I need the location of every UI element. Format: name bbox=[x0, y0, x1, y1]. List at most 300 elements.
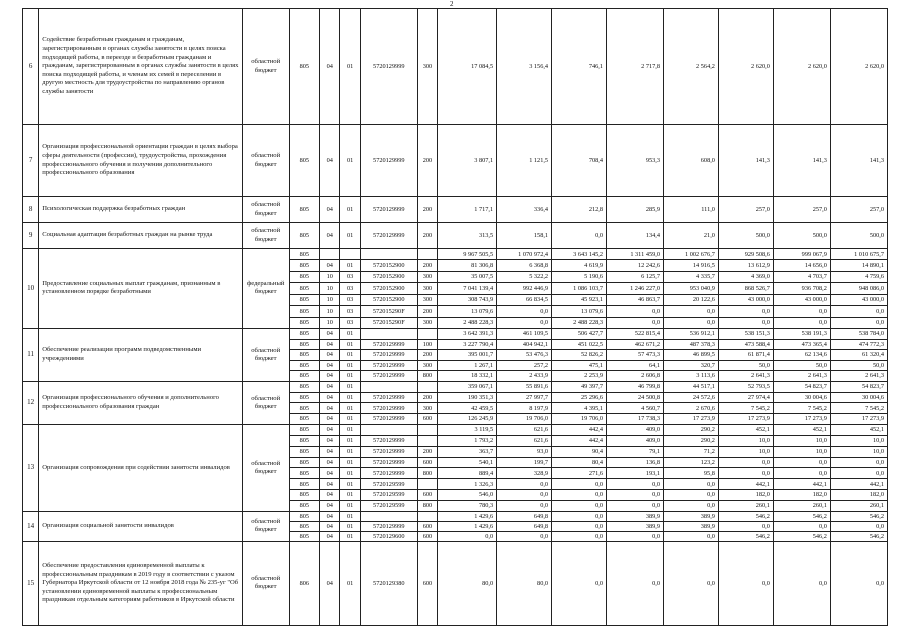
amount-cell: 0,0 bbox=[552, 501, 607, 512]
amount-cell: 4 369,0 bbox=[718, 271, 773, 282]
code-cell: 5720129999 bbox=[360, 414, 417, 425]
amount-cell: 0,0 bbox=[773, 317, 830, 328]
code-cell: 800 bbox=[417, 468, 437, 479]
code-cell: 04 bbox=[320, 223, 340, 249]
funding-source: областной бюджет bbox=[242, 511, 289, 541]
amount-cell: 50,0 bbox=[830, 360, 887, 371]
amount-cell: 929 508,6 bbox=[718, 249, 773, 260]
amount-cell: 257,0 bbox=[773, 197, 830, 223]
code-cell: 04 bbox=[320, 501, 340, 512]
amount-cell: 141,3 bbox=[830, 125, 887, 197]
amount-cell: 2 717,8 bbox=[607, 9, 664, 125]
amount-cell: 182,0 bbox=[718, 490, 773, 501]
amount-cell: 17 738,3 bbox=[607, 414, 664, 425]
amount-cell: 5 190,6 bbox=[552, 271, 607, 282]
amount-cell: 363,7 bbox=[438, 446, 497, 457]
code-cell: 01 bbox=[340, 197, 360, 223]
code-cell: 01 bbox=[340, 490, 360, 501]
code-cell: 01 bbox=[340, 435, 360, 446]
code-cell: 5720129999 bbox=[360, 468, 417, 479]
code-cell bbox=[417, 435, 437, 446]
amount-cell: 2 606,8 bbox=[607, 371, 664, 382]
amount-cell: 999 067,9 bbox=[773, 249, 830, 260]
code-cell: 5720152900 bbox=[360, 271, 417, 282]
amount-cell: 3 227 790,4 bbox=[438, 339, 497, 350]
amount-cell: 2 641,3 bbox=[718, 371, 773, 382]
code-cell: 01 bbox=[340, 350, 360, 361]
code-cell: 5720152900 bbox=[360, 294, 417, 305]
code-cell bbox=[417, 328, 437, 339]
amount-cell: 95,8 bbox=[664, 468, 719, 479]
amount-cell: 19 706,0 bbox=[552, 414, 607, 425]
code-cell bbox=[360, 381, 417, 392]
amount-cell: 451 022,5 bbox=[552, 339, 607, 350]
amount-cell: 0,0 bbox=[830, 317, 887, 328]
amount-cell: 0,0 bbox=[497, 501, 552, 512]
amount-cell: 473 365,4 bbox=[773, 339, 830, 350]
amount-cell: 538 191,3 bbox=[773, 328, 830, 339]
amount-cell: 50,0 bbox=[718, 360, 773, 371]
amount-cell: 141,3 bbox=[773, 125, 830, 197]
amount-cell: 49 397,7 bbox=[552, 381, 607, 392]
funding-source: областной бюджет bbox=[242, 223, 289, 249]
amount-cell: 1 717,1 bbox=[438, 197, 497, 223]
amount-cell: 0,0 bbox=[497, 531, 552, 541]
amount-cell: 1 121,5 bbox=[497, 125, 552, 197]
amount-cell: 2 488 228,3 bbox=[438, 317, 497, 328]
funding-source: областной бюджет bbox=[242, 381, 289, 424]
code-cell: 805 bbox=[289, 531, 320, 541]
code-cell: 01 bbox=[340, 424, 360, 435]
amount-cell: 389,9 bbox=[664, 511, 719, 521]
amount-cell: 3 156,4 bbox=[497, 9, 552, 125]
code-cell: 5720129999 bbox=[360, 339, 417, 350]
amount-cell: 0,0 bbox=[830, 541, 887, 625]
table-row bbox=[23, 511, 888, 521]
code-cell: 300 bbox=[417, 360, 437, 371]
code-cell: 805 bbox=[289, 283, 320, 294]
amount-cell: 3 807,1 bbox=[438, 125, 497, 197]
code-cell: 805 bbox=[289, 360, 320, 371]
code-cell: 01 bbox=[340, 511, 360, 521]
code-cell: 5720129999 bbox=[360, 223, 417, 249]
amount-cell: 7 545,2 bbox=[830, 403, 887, 414]
page-number: 2 bbox=[450, 0, 454, 8]
amount-cell: 53 476,3 bbox=[497, 350, 552, 361]
amount-cell: 0,0 bbox=[664, 541, 719, 625]
amount-cell: 182,0 bbox=[830, 490, 887, 501]
amount-cell: 2 641,3 bbox=[773, 371, 830, 382]
code-cell: 04 bbox=[320, 371, 340, 382]
code-cell: 01 bbox=[340, 9, 360, 125]
code-cell: 01 bbox=[340, 521, 360, 531]
amount-cell: 7 041 139,4 bbox=[438, 283, 497, 294]
code-cell: 01 bbox=[340, 223, 360, 249]
amount-cell: 536 912,1 bbox=[664, 328, 719, 339]
amount-cell: 409,0 bbox=[607, 435, 664, 446]
amount-cell: 7 545,2 bbox=[773, 403, 830, 414]
amount-cell: 35 007,5 bbox=[438, 271, 497, 282]
code-cell: 805 bbox=[289, 381, 320, 392]
code-cell: 04 bbox=[320, 468, 340, 479]
amount-cell: 487 378,3 bbox=[664, 339, 719, 350]
amount-cell: 257,0 bbox=[830, 197, 887, 223]
amount-cell: 0,0 bbox=[552, 531, 607, 541]
amount-cell: 452,1 bbox=[830, 424, 887, 435]
code-cell: 806 bbox=[289, 541, 320, 625]
code-cell bbox=[360, 249, 417, 260]
amount-cell: 0,0 bbox=[718, 457, 773, 468]
code-cell bbox=[360, 328, 417, 339]
amount-cell: 0,0 bbox=[552, 541, 607, 625]
amount-cell: 0,0 bbox=[830, 521, 887, 531]
code-cell: 5720129380 bbox=[360, 541, 417, 625]
amount-cell: 2 488 228,3 bbox=[552, 317, 607, 328]
amount-cell: 538 784,0 bbox=[830, 328, 887, 339]
amount-cell: 46 899,5 bbox=[664, 350, 719, 361]
amount-cell: 708,4 bbox=[552, 125, 607, 197]
amount-cell: 0,0 bbox=[664, 317, 719, 328]
code-cell: 10 bbox=[320, 271, 340, 282]
amount-cell: 0,0 bbox=[552, 479, 607, 490]
code-cell: 805 bbox=[289, 223, 320, 249]
amount-cell: 320,7 bbox=[664, 360, 719, 371]
amount-cell: 0,0 bbox=[664, 306, 719, 317]
amount-cell: 10,0 bbox=[773, 435, 830, 446]
code-cell: 04 bbox=[320, 457, 340, 468]
amount-cell: 0,0 bbox=[664, 501, 719, 512]
amount-cell: 61 871,4 bbox=[718, 350, 773, 361]
code-cell: 10 bbox=[320, 306, 340, 317]
code-cell: 600 bbox=[417, 541, 437, 625]
amount-cell: 136,8 bbox=[607, 457, 664, 468]
amount-cell: 0,0 bbox=[552, 521, 607, 531]
code-cell: 03 bbox=[340, 306, 360, 317]
code-cell: 04 bbox=[320, 381, 340, 392]
code-cell: 300 bbox=[417, 9, 437, 125]
row-number: 12 bbox=[23, 381, 39, 424]
amount-cell: 24 572,6 bbox=[664, 392, 719, 403]
code-cell bbox=[417, 511, 437, 521]
amount-cell: 25 296,6 bbox=[552, 392, 607, 403]
code-cell: 5720129999 bbox=[360, 350, 417, 361]
amount-cell: 271,6 bbox=[552, 468, 607, 479]
code-cell: 5720129600 bbox=[360, 531, 417, 541]
code-cell: 200 bbox=[417, 350, 437, 361]
amount-cell: 17 273,9 bbox=[773, 414, 830, 425]
amount-cell: 260,1 bbox=[718, 501, 773, 512]
code-cell: 03 bbox=[340, 317, 360, 328]
table-row bbox=[23, 249, 888, 260]
row-number: 6 bbox=[23, 9, 39, 125]
amount-cell: 538 151,3 bbox=[718, 328, 773, 339]
code-cell: 200 bbox=[417, 392, 437, 403]
code-cell: 805 bbox=[289, 490, 320, 501]
code-cell: 200 bbox=[417, 197, 437, 223]
row-number: 13 bbox=[23, 424, 39, 511]
code-cell: 300 bbox=[417, 294, 437, 305]
amount-cell: 182,0 bbox=[773, 490, 830, 501]
code-cell: 805 bbox=[289, 294, 320, 305]
funding-source: областной бюджет bbox=[242, 125, 289, 197]
code-cell: 800 bbox=[417, 501, 437, 512]
code-cell: 200 bbox=[417, 125, 437, 197]
amount-cell: 1 086 103,7 bbox=[552, 283, 607, 294]
amount-cell: 257,0 bbox=[718, 197, 773, 223]
code-cell bbox=[417, 479, 437, 490]
amount-cell: 80,4 bbox=[552, 457, 607, 468]
amount-cell: 20 122,6 bbox=[664, 294, 719, 305]
measure-description: Предоставление социальных выплат гражданам, признанным в установленном порядке безработными bbox=[39, 249, 243, 329]
amount-cell: 0,0 bbox=[718, 306, 773, 317]
code-cell: 01 bbox=[340, 381, 360, 392]
amount-cell: 404 942,1 bbox=[497, 339, 552, 350]
amount-cell: 0,0 bbox=[497, 317, 552, 328]
code-cell: 805 bbox=[289, 511, 320, 521]
amount-cell: 2 620,0 bbox=[718, 9, 773, 125]
code-cell: 03 bbox=[340, 271, 360, 282]
code-cell: 04 bbox=[320, 511, 340, 521]
amount-cell: 0,0 bbox=[552, 490, 607, 501]
code-cell: 200 bbox=[417, 446, 437, 457]
amount-cell: 44 517,1 bbox=[664, 381, 719, 392]
code-cell: 5720152900 bbox=[360, 260, 417, 271]
amount-cell: 257,2 bbox=[497, 360, 552, 371]
code-cell: 572015290F bbox=[360, 306, 417, 317]
code-cell: 01 bbox=[340, 339, 360, 350]
measure-description: Психологическая поддержка безработных граждан bbox=[39, 197, 243, 223]
amount-cell: 6 125,7 bbox=[607, 271, 664, 282]
amount-cell: 43 000,0 bbox=[830, 294, 887, 305]
code-cell: 01 bbox=[340, 531, 360, 541]
amount-cell: 546,2 bbox=[718, 531, 773, 541]
amount-cell: 4 759,6 bbox=[830, 271, 887, 282]
amount-cell: 389,9 bbox=[607, 521, 664, 531]
amount-cell: 71,2 bbox=[664, 446, 719, 457]
code-cell: 01 bbox=[340, 371, 360, 382]
amount-cell: 0,0 bbox=[497, 479, 552, 490]
amount-cell: 6 368,8 bbox=[497, 260, 552, 271]
amount-cell: 308 743,9 bbox=[438, 294, 497, 305]
code-cell: 04 bbox=[320, 339, 340, 350]
amount-cell: 506 427,7 bbox=[552, 328, 607, 339]
amount-cell: 546,0 bbox=[438, 490, 497, 501]
amount-cell: 1 429,6 bbox=[438, 521, 497, 531]
amount-cell: 0,0 bbox=[718, 541, 773, 625]
code-cell: 200 bbox=[417, 260, 437, 271]
code-cell: 805 bbox=[289, 125, 320, 197]
code-cell: 5720129999 bbox=[360, 371, 417, 382]
code-cell: 5720129999 bbox=[360, 392, 417, 403]
budget-table bbox=[22, 8, 888, 626]
amount-cell: 0,0 bbox=[773, 306, 830, 317]
code-cell: 805 bbox=[289, 271, 320, 282]
code-cell: 805 bbox=[289, 479, 320, 490]
table-row bbox=[23, 424, 888, 435]
amount-cell: 452,1 bbox=[773, 424, 830, 435]
code-cell: 04 bbox=[320, 531, 340, 541]
amount-cell: 93,0 bbox=[497, 446, 552, 457]
code-cell: 805 bbox=[289, 403, 320, 414]
amount-cell: 500,0 bbox=[718, 223, 773, 249]
code-cell: 01 bbox=[340, 414, 360, 425]
row-number: 11 bbox=[23, 328, 39, 381]
code-cell: 01 bbox=[340, 541, 360, 625]
code-cell: 04 bbox=[320, 435, 340, 446]
measure-description: Обеспечение реализации программ подведомственными учреждениями bbox=[39, 328, 243, 381]
code-cell: 800 bbox=[417, 371, 437, 382]
amount-cell: 0,0 bbox=[773, 541, 830, 625]
amount-cell: 81 306,8 bbox=[438, 260, 497, 271]
measure-description: Социальная адаптация безработных граждан на рынке труда bbox=[39, 223, 243, 249]
amount-cell: 473 588,4 bbox=[718, 339, 773, 350]
amount-cell: 0,0 bbox=[718, 521, 773, 531]
amount-cell: 260,1 bbox=[830, 501, 887, 512]
amount-cell: 57 473,3 bbox=[607, 350, 664, 361]
code-cell: 200 bbox=[417, 223, 437, 249]
funding-source: областной бюджет bbox=[242, 541, 289, 625]
amount-cell: 780,3 bbox=[438, 501, 497, 512]
code-cell: 5720152900 bbox=[360, 283, 417, 294]
amount-cell: 2 253,9 bbox=[552, 371, 607, 382]
amount-cell: 621,6 bbox=[497, 435, 552, 446]
amount-cell: 3 643 145,2 bbox=[552, 249, 607, 260]
amount-cell: 190 351,3 bbox=[438, 392, 497, 403]
amount-cell: 90,4 bbox=[552, 446, 607, 457]
code-cell: 805 bbox=[289, 435, 320, 446]
amount-cell: 3 113,6 bbox=[664, 371, 719, 382]
code-cell bbox=[417, 381, 437, 392]
funding-source: областной бюджет bbox=[242, 328, 289, 381]
measure-description: Организация профессионального обучения и дополнительного профессионального образования граждан bbox=[39, 381, 243, 424]
amount-cell: 212,8 bbox=[552, 197, 607, 223]
amount-cell: 336,4 bbox=[497, 197, 552, 223]
code-cell bbox=[320, 249, 340, 260]
code-cell: 805 bbox=[289, 371, 320, 382]
amount-cell: 0,0 bbox=[773, 468, 830, 479]
amount-cell: 27 974,4 bbox=[718, 392, 773, 403]
code-cell: 01 bbox=[340, 328, 360, 339]
amount-cell: 80,0 bbox=[438, 541, 497, 625]
code-cell: 01 bbox=[340, 125, 360, 197]
code-cell: 300 bbox=[417, 271, 437, 282]
amount-cell: 17 273,9 bbox=[718, 414, 773, 425]
funding-source: областной бюджет bbox=[242, 424, 289, 511]
amount-cell: 14 890,1 bbox=[830, 260, 887, 271]
amount-cell: 0,0 bbox=[438, 531, 497, 541]
amount-cell: 0,0 bbox=[607, 501, 664, 512]
amount-cell: 43 000,0 bbox=[718, 294, 773, 305]
amount-cell: 80,0 bbox=[497, 541, 552, 625]
code-cell: 04 bbox=[320, 490, 340, 501]
amount-cell: 193,1 bbox=[607, 468, 664, 479]
amount-cell: 46 799,8 bbox=[607, 381, 664, 392]
code-cell: 04 bbox=[320, 260, 340, 271]
table-row bbox=[23, 381, 888, 392]
amount-cell: 0,0 bbox=[552, 511, 607, 521]
amount-cell: 10,0 bbox=[773, 446, 830, 457]
amount-cell: 0,0 bbox=[552, 223, 607, 249]
code-cell: 5720129999 bbox=[360, 197, 417, 223]
amount-cell: 52 826,2 bbox=[552, 350, 607, 361]
amount-cell: 0,0 bbox=[718, 317, 773, 328]
code-cell: 04 bbox=[320, 328, 340, 339]
code-cell: 03 bbox=[340, 294, 360, 305]
amount-cell: 540,1 bbox=[438, 457, 497, 468]
row-number: 8 bbox=[23, 197, 39, 223]
amount-cell: 10,0 bbox=[830, 446, 887, 457]
code-cell: 805 bbox=[289, 249, 320, 260]
code-cell: 04 bbox=[320, 403, 340, 414]
amount-cell: 746,1 bbox=[552, 9, 607, 125]
amount-cell: 61 320,4 bbox=[830, 350, 887, 361]
amount-cell: 54 823,7 bbox=[830, 381, 887, 392]
code-cell: 01 bbox=[340, 446, 360, 457]
amount-cell: 126 245,9 bbox=[438, 414, 497, 425]
amount-cell: 936 708,2 bbox=[773, 283, 830, 294]
code-cell: 04 bbox=[320, 360, 340, 371]
amount-cell: 442,1 bbox=[773, 479, 830, 490]
code-cell: 04 bbox=[320, 392, 340, 403]
amount-cell: 19 706,0 bbox=[497, 414, 552, 425]
amount-cell: 24 500,8 bbox=[607, 392, 664, 403]
measure-description: Организация сопровождения при содействии занятости инвалидов bbox=[39, 424, 243, 511]
amount-cell: 285,9 bbox=[607, 197, 664, 223]
amount-cell: 64,1 bbox=[607, 360, 664, 371]
amount-cell: 4 619,9 bbox=[552, 260, 607, 271]
code-cell: 04 bbox=[320, 125, 340, 197]
amount-cell: 18 332,1 bbox=[438, 371, 497, 382]
funding-source: областной бюджет bbox=[242, 9, 289, 125]
code-cell: 01 bbox=[340, 260, 360, 271]
amount-cell: 3 119,5 bbox=[438, 424, 497, 435]
code-cell: 01 bbox=[340, 392, 360, 403]
amount-cell: 0,0 bbox=[607, 531, 664, 541]
table-row bbox=[23, 328, 888, 339]
code-cell: 04 bbox=[320, 424, 340, 435]
code-cell: 04 bbox=[320, 350, 340, 361]
code-cell: 200 bbox=[417, 306, 437, 317]
code-cell: 572015290F bbox=[360, 317, 417, 328]
amount-cell: 111,0 bbox=[664, 197, 719, 223]
code-cell: 600 bbox=[417, 531, 437, 541]
amount-cell: 17 273,9 bbox=[664, 414, 719, 425]
code-cell: 600 bbox=[417, 521, 437, 531]
amount-cell: 1 311 459,0 bbox=[607, 249, 664, 260]
table-row bbox=[23, 9, 888, 125]
code-cell: 805 bbox=[289, 9, 320, 125]
amount-cell: 14 656,0 bbox=[773, 260, 830, 271]
amount-cell: 0,0 bbox=[607, 479, 664, 490]
amount-cell: 260,1 bbox=[773, 501, 830, 512]
amount-cell: 1 246 227,0 bbox=[607, 283, 664, 294]
amount-cell: 649,8 bbox=[497, 511, 552, 521]
amount-cell: 608,0 bbox=[664, 125, 719, 197]
amount-cell: 442,4 bbox=[552, 424, 607, 435]
amount-cell: 0,0 bbox=[607, 490, 664, 501]
measure-description: Организация социальной занятости инвалидов bbox=[39, 511, 243, 541]
amount-cell: 328,9 bbox=[497, 468, 552, 479]
amount-cell: 0,0 bbox=[830, 468, 887, 479]
amount-cell: 546,2 bbox=[830, 531, 887, 541]
amount-cell: 4 335,7 bbox=[664, 271, 719, 282]
code-cell: 805 bbox=[289, 328, 320, 339]
amount-cell: 395 001,7 bbox=[438, 350, 497, 361]
amount-cell: 461 109,5 bbox=[497, 328, 552, 339]
code-cell: 5720129999 bbox=[360, 125, 417, 197]
code-cell: 805 bbox=[289, 446, 320, 457]
amount-cell: 46 863,7 bbox=[607, 294, 664, 305]
